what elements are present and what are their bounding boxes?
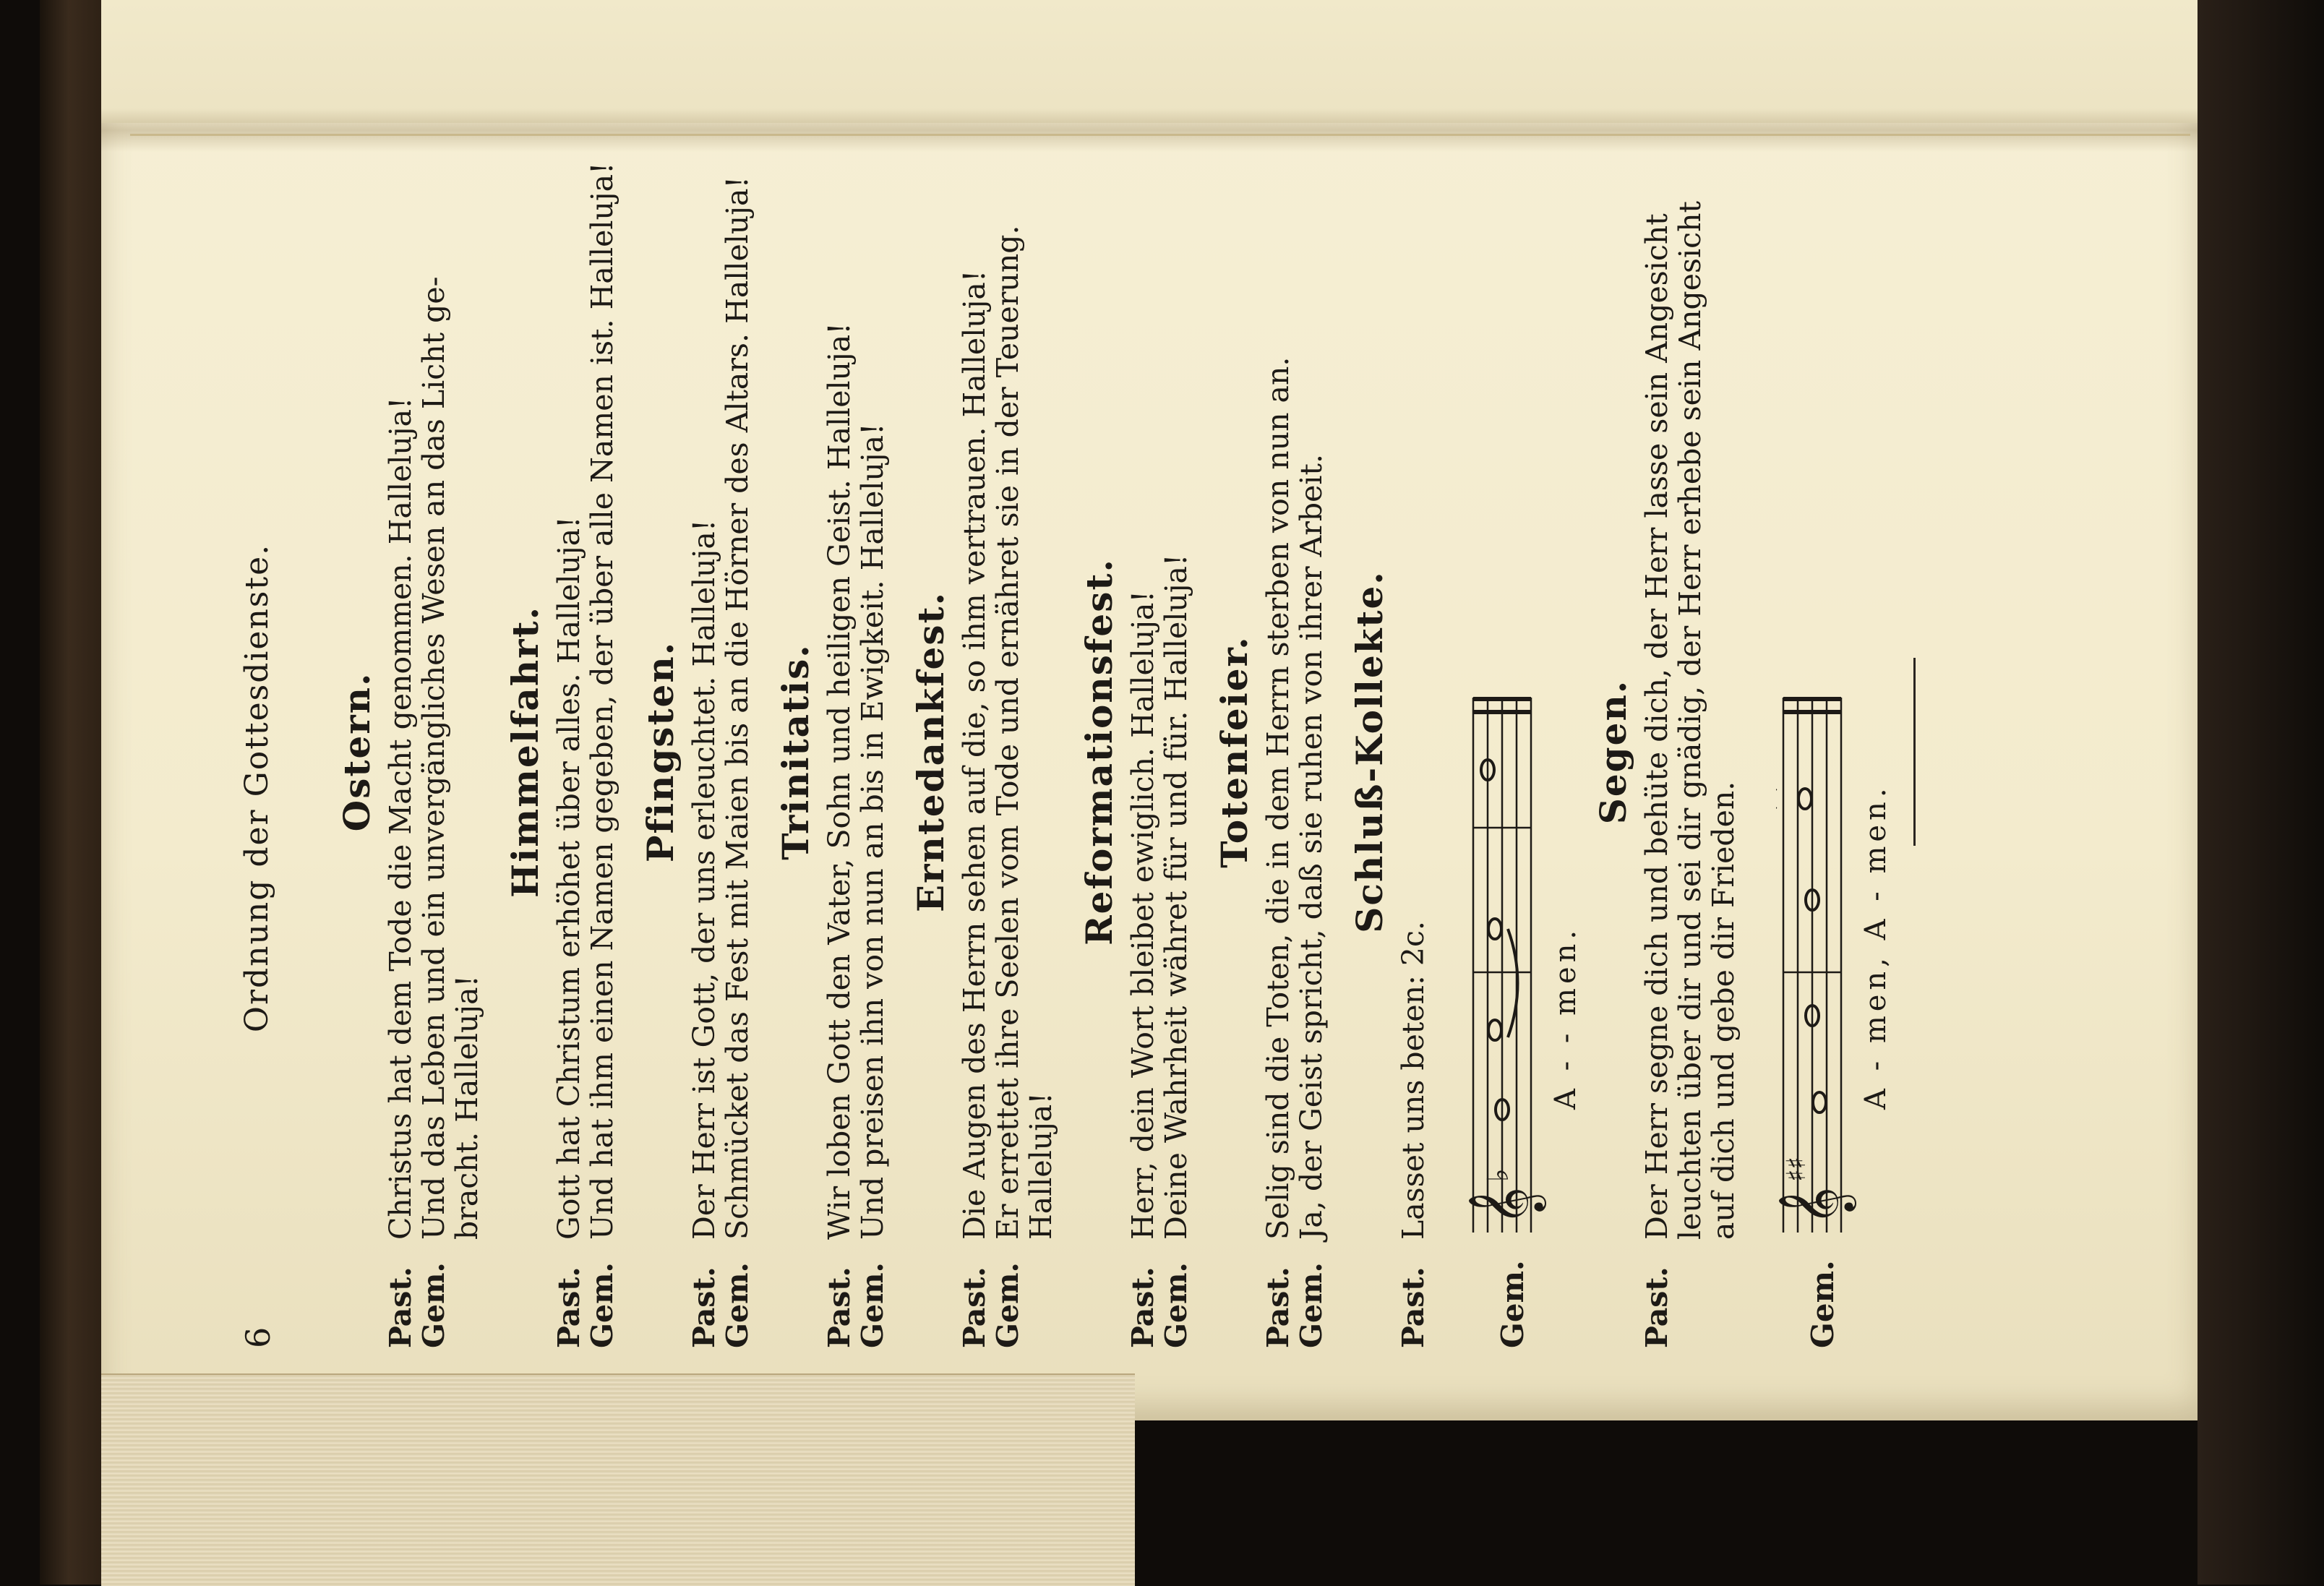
svg-text:♯♯: ♯♯ <box>1782 1157 1811 1182</box>
section-title: Trinitatis. <box>774 643 817 860</box>
svg-text:𝄞: 𝄞 <box>1467 1186 1543 1225</box>
section-spacer <box>1193 155 1203 1348</box>
speaker-label: Past. <box>1261 1266 1295 1348</box>
speaker-label: Past. <box>1639 1266 1674 1348</box>
liturgy-row <box>823 155 856 1348</box>
schluss-past-row <box>1397 155 1430 1348</box>
liturgy-text: Der Herr ist Gott, der uns erleuchtet. Halleluja! <box>687 519 721 1240</box>
section-title: Erntedankfest. <box>909 591 952 913</box>
speaker-label: Past. <box>687 1266 721 1348</box>
section-spacer <box>754 155 764 1348</box>
book-gutter <box>101 108 2197 152</box>
liturgy-text: Wir loben Gott den Vater, Sohn und heiligen Geist. Halleluja! <box>822 322 857 1240</box>
liturgy-row <box>450 155 484 1348</box>
svg-text:♭: ♭ <box>1482 1168 1515 1182</box>
liturgy-row <box>1024 155 1058 1348</box>
liturgy-text: Christus hat dem Tode die Macht genommen. Halleluja! <box>383 397 418 1240</box>
liturgy-row <box>1126 155 1159 1348</box>
svg-text:𝄞: 𝄞 <box>1778 1186 1853 1225</box>
running-head: Ordnung der Gottesdienste. <box>239 543 275 1033</box>
section-title: Reformationsfest. <box>1078 558 1120 946</box>
liturgy-text: Halleluja! <box>1024 1092 1058 1240</box>
segen-past-row <box>1640 155 1673 1348</box>
speaker-label: Gem. <box>585 1262 619 1348</box>
page-content <box>325 155 1937 1348</box>
section-spacer <box>619 155 629 1348</box>
liturgy-text: Und preisen ihn von nun an bis in Ewigkeit. Halleluja! <box>855 423 890 1240</box>
liturgy-row <box>384 155 417 1348</box>
liturgy-text: Schmücket das Fest mit Maien bis an die Hörner des Altars. Halleluja! <box>720 176 755 1240</box>
segen-cont-row <box>1707 155 1740 1348</box>
liturgy-text: Die Augen des Herrn sehen auf die, so ihm vertrauen. Halleluja! <box>957 270 992 1240</box>
speaker-label: Gem. <box>990 1262 1025 1348</box>
segen-line-3: auf dich und gebe dir Frieden. <box>1706 781 1741 1240</box>
speaker-label: Past. <box>552 1266 586 1348</box>
liturgy-row <box>991 155 1024 1348</box>
section-title-segen: Segen. <box>1592 679 1634 825</box>
speaker-label: Gem. <box>1805 1260 1840 1348</box>
liturgy-text: Gott hat Christum erhöhet über alles. Halleluja! <box>552 516 586 1240</box>
segen-line-2: leuchten über dir und sei dir gnädig, der Herr erhebe sein Angesicht <box>1673 200 1707 1240</box>
segen-line-1: Der Herr segne dich und behüte dich, der Herr lasse sein Angesicht <box>1639 213 1674 1240</box>
staff-segen <box>1776 683 1863 1233</box>
section-title: Ostern. <box>335 672 378 832</box>
section-title: Pfingsten. <box>639 640 682 863</box>
liturgy-row <box>687 155 721 1348</box>
section-title: Himmelfahrt. <box>504 606 546 898</box>
liturgy-text: Und das Leben und ein unvergängliches Wesen an das Licht ge- <box>416 276 451 1240</box>
speaker-label: Gem. <box>720 1262 755 1348</box>
speaker-label: Gem. <box>1294 1262 1329 1348</box>
speaker-label: Gem. <box>1159 1262 1193 1348</box>
section-spacer <box>1328 155 1338 1348</box>
music-segen <box>1747 155 1892 1348</box>
liturgy-row <box>1261 155 1295 1348</box>
schluss-past-text: Lasset uns beten: 2c. <box>1396 921 1431 1240</box>
speaker-label: Gem. <box>855 1262 890 1348</box>
liturgy-text: Ja, der Geist spricht, daß sie ruhen von ihrer Arbeit. <box>1294 454 1329 1240</box>
section-spacer <box>484 155 494 1348</box>
rotated-page-text <box>224 163 2089 1413</box>
liturgy-text: Er errettet ihre Seelen vom Tode und ernähret sie in der Teuerung. <box>990 225 1025 1240</box>
liturgy-row <box>721 155 754 1348</box>
right-background <box>2197 0 2324 1585</box>
speaker-label: Gem. <box>1495 1260 1530 1348</box>
liturgy-row <box>958 155 991 1348</box>
segen-cont-row <box>1673 155 1707 1348</box>
liturgy-row <box>417 155 450 1348</box>
sections-list <box>335 155 1338 1348</box>
liturgy-row <box>552 155 586 1348</box>
page-number: 6 <box>239 1326 278 1348</box>
music-schluss <box>1437 155 1582 1348</box>
liturgy-text: bracht. Halleluja! <box>450 974 484 1240</box>
liturgy-text: Und hat ihm einen Namen gegeben, der über alle Namen ist. Halleluja! <box>585 162 619 1240</box>
speaker-label: Past. <box>957 1266 992 1348</box>
speaker-label: Past. <box>1396 1266 1431 1348</box>
liturgy-text: Selig sind die Toten, die in dem Herrn sterben von nun an. <box>1261 356 1295 1240</box>
liturgy-row <box>1159 155 1193 1348</box>
closing-rule <box>1913 658 1916 846</box>
liturgy-row <box>1295 155 1328 1348</box>
speaker-label: Past. <box>822 1266 857 1348</box>
section-spacer <box>1058 155 1068 1348</box>
liturgy-text: Deine Wahrheit währet für und für. Halleluja! <box>1159 554 1193 1240</box>
gutter-fold-line <box>130 134 2190 136</box>
liturgy-text: Herr, dein Wort bleibet ewiglich. Halleluja! <box>1125 591 1160 1240</box>
amen-schluss: A - - men. <box>1549 925 1582 1110</box>
section-title: Totenfeier. <box>1213 635 1256 868</box>
speaker-label: Past. <box>383 1266 418 1348</box>
section-spacer <box>889 155 899 1348</box>
facing-page-edge <box>101 0 2197 123</box>
staff-schluss <box>1466 683 1553 1233</box>
liturgy-row <box>856 155 889 1348</box>
amen-segen: A - men, A - men. <box>1859 784 1892 1110</box>
speaker-label: Gem. <box>416 1262 451 1348</box>
section-title-schluss: Schluß-Kollekte. <box>1348 570 1391 933</box>
liturgy-row <box>586 155 619 1348</box>
speaker-label: Past. <box>1125 1266 1160 1348</box>
